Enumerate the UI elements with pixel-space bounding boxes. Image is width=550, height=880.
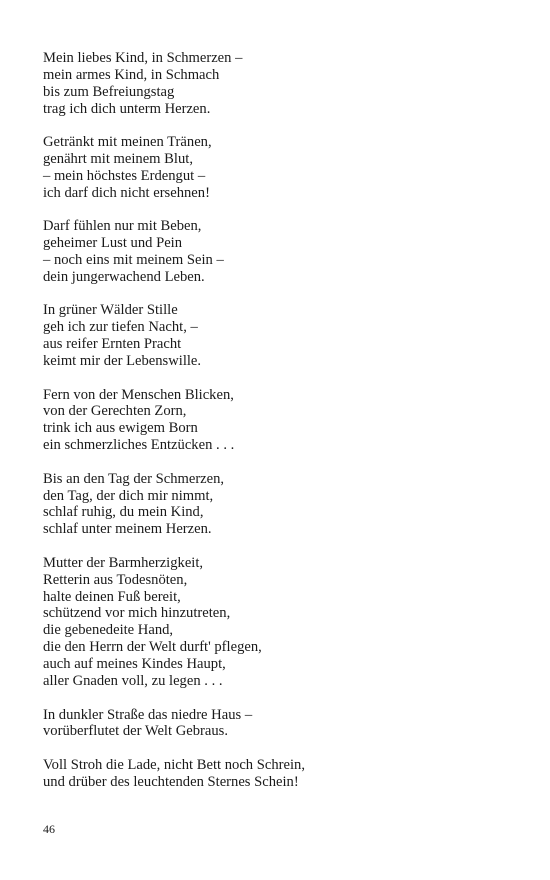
poem-line: vorüberflutet der Welt Gebraus.: [43, 723, 228, 740]
poem-line: von der Gerechten Zorn,: [43, 403, 187, 420]
poem-line: Voll Stroh die Lade, nicht Bett noch Schrein,: [43, 756, 305, 773]
poem-line: ein schmerzliches Entzücken . . .: [43, 437, 235, 454]
poem-line: – noch eins mit meinem Sein –: [43, 252, 224, 269]
poem-line: In dunkler Straße das niedre Haus –: [43, 706, 253, 723]
poem-line: trag ich dich unterm Herzen.: [43, 100, 211, 117]
poem-line: Bis an den Tag der Schmerzen,: [43, 470, 225, 487]
poem-line: die den Herrn der Welt durft' pflegen,: [43, 639, 262, 656]
poem-line: keimt mir der Lebenswille.: [43, 353, 202, 370]
poem-line: Fern von der Menschen Blicken,: [43, 386, 234, 403]
poem-line: Getränkt mit meinen Tränen,: [43, 134, 212, 151]
poem-line: halte deinen Fuß bereit,: [43, 588, 181, 605]
poem-line: Retterin aus Todesnöten,: [43, 571, 188, 588]
poem-line: aus reifer Ernten Pracht: [43, 336, 182, 353]
poem-line: Darf fühlen nur mit Beben,: [43, 218, 202, 235]
stanza: [43, 50, 523, 118]
poem-line: dein jungerwachend Leben.: [43, 268, 205, 285]
poem-line: Mutter der Barmherzigkeit,: [43, 554, 204, 571]
poem-line: Mein liebes Kind, in Schmerzen –: [43, 50, 243, 66]
poem-line: In grüner Wälder Stille: [43, 302, 178, 319]
poem-line: auch auf meines Kindes Haupt,: [43, 656, 226, 673]
poem-line: ich darf dich nicht ersehnen!: [43, 184, 210, 201]
poem-line: trink ich aus ewigem Born: [43, 420, 198, 437]
poem-line: und drüber des leuchtenden Sternes Schein!: [43, 773, 299, 790]
stanza: [43, 302, 523, 370]
page-number: 46: [43, 822, 55, 836]
stanza: [43, 387, 523, 455]
poem-line: den Tag, der dich mir nimmt,: [43, 487, 214, 504]
stanza: [43, 757, 523, 791]
poem-line: aller Gnaden voll, zu legen . . .: [43, 673, 223, 690]
poem-line: – mein höchstes Erdengut –: [43, 167, 206, 184]
poem-line: geheimer Lust und Pein: [43, 235, 183, 252]
stanza: [43, 707, 523, 741]
stanza: [43, 134, 523, 202]
poem-line: bis zum Befreiungstag: [43, 83, 175, 100]
poem-text: [43, 50, 523, 807]
stanza: [43, 471, 523, 539]
poem-line: genährt mit meinem Blut,: [43, 151, 193, 168]
stanza: [43, 218, 523, 286]
stanza: [43, 555, 523, 690]
poem-line: die gebenedeite Hand,: [43, 622, 174, 639]
poem-line: geh ich zur tiefen Nacht, –: [43, 319, 198, 336]
poem-line: mein armes Kind, in Schmach: [43, 66, 220, 83]
poem-line: schützend vor mich hinzutreten,: [43, 605, 231, 622]
poem-line: schlaf unter meinem Herzen.: [43, 521, 212, 538]
poem-line: schlaf ruhig, du mein Kind,: [43, 504, 204, 521]
